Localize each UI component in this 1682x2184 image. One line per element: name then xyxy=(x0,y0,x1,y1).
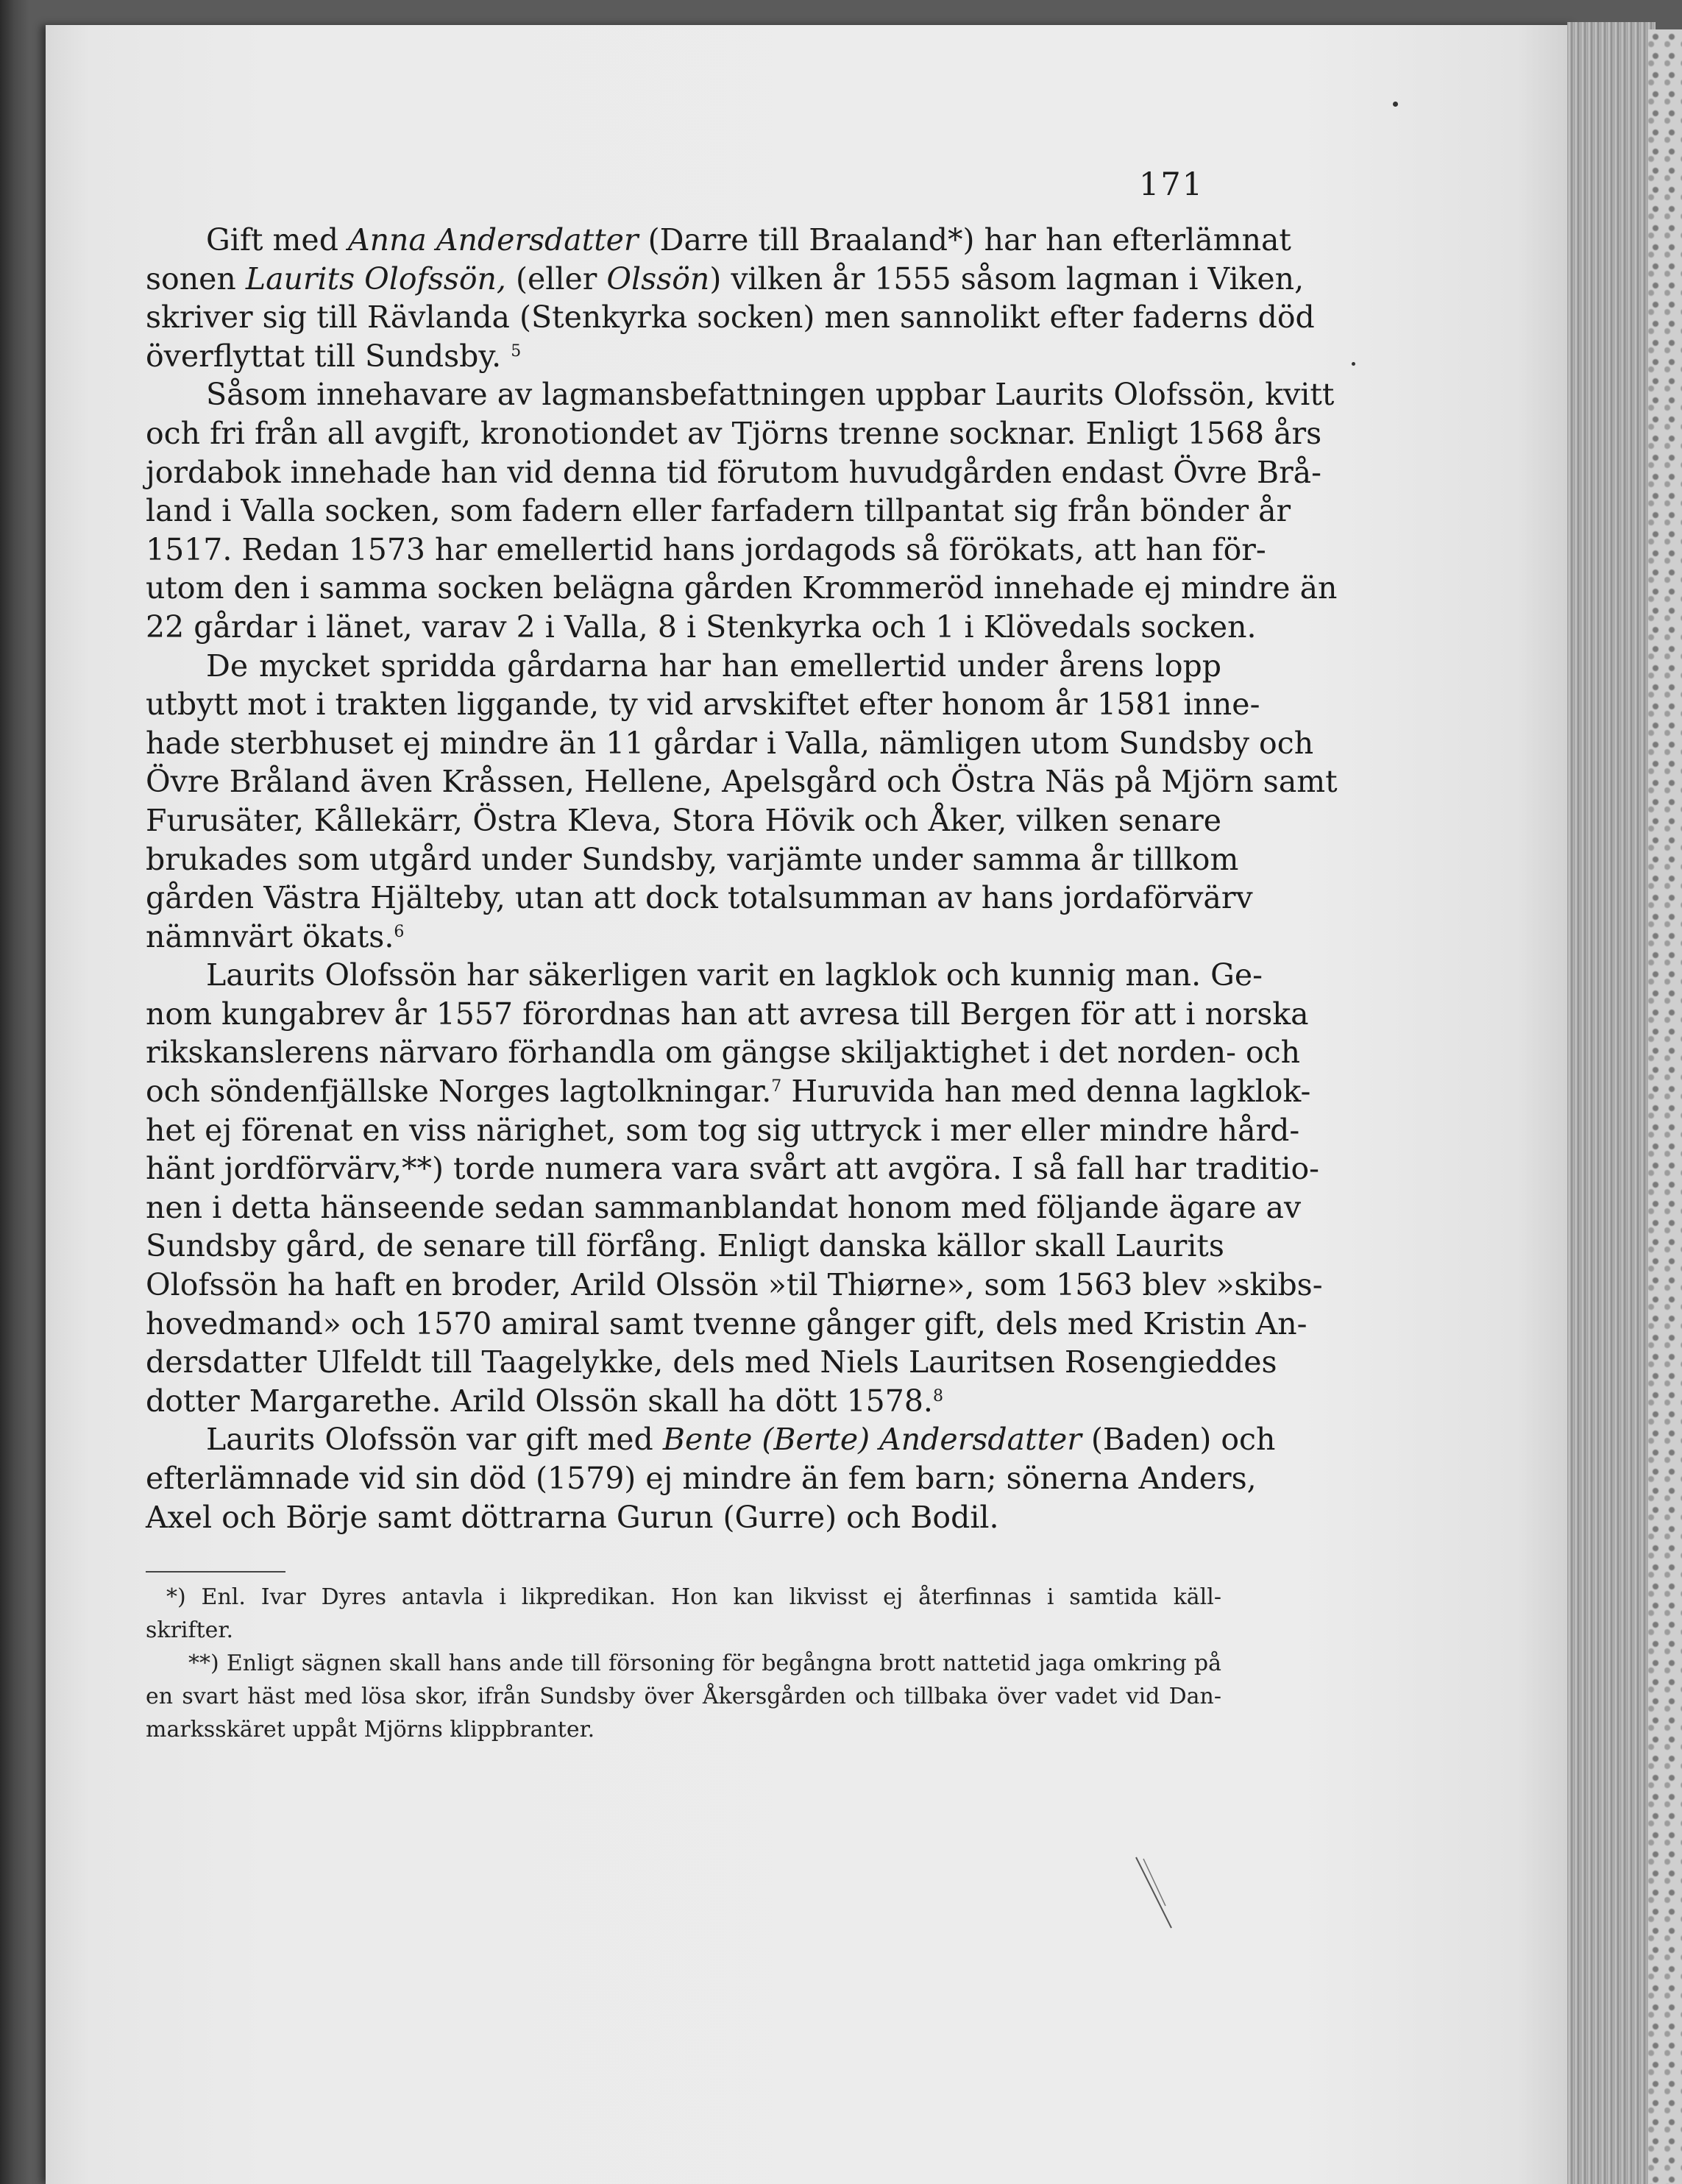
text-segment: hovedmand» och 1570 amiral samt tvenne gånger gift, dels med Kristin An- xyxy=(146,1305,1307,1341)
body-text xyxy=(146,221,1338,1536)
text-segment: brukades som utgård under Sundsby, varjämte under samma år tillkom xyxy=(146,841,1239,877)
text-line xyxy=(146,375,1335,414)
text-segment: jordabok innehade han vid denna tid förutom huvudgården endast Övre Brå- xyxy=(146,454,1321,490)
text-line xyxy=(146,1227,1224,1266)
text-line xyxy=(146,569,1338,608)
text-line xyxy=(146,1305,1307,1344)
footnote-ref: 5 xyxy=(511,341,522,361)
text-segment: efterlämnade vid sin död (1579) ej mindre än fem barn; sönerna Anders, xyxy=(146,1461,1257,1496)
text-segment: och fri från all avgift, kronotiondet av Tjörns trenne socknar. Enligt 1568 års xyxy=(146,415,1322,451)
dust-speck xyxy=(1393,102,1398,107)
footnote-line: en svart häst med lösa skor, ifrån Sundsby över Åkersgården och tillbaka över vadet vid Dan- xyxy=(146,1684,1221,1709)
footnotes xyxy=(146,1581,1221,1746)
text-segment: dotter Margarethe. Arild Olssön skall ha dött 1578. xyxy=(146,1383,933,1419)
text-line xyxy=(146,762,1338,801)
text-segment: Furusäter, Kållekärr, Östra Kleva, Stora Hövik och Åker, vilken senare xyxy=(146,802,1221,838)
text-line xyxy=(146,531,1266,570)
paragraph xyxy=(146,221,1315,375)
text-segment: nen i detta hänseende sedan sammanblandat honom med följande ägare av xyxy=(146,1189,1302,1225)
text-segment: och söndenfjällske Norges lagtolkningar. xyxy=(146,1074,772,1110)
page-number: 171 xyxy=(1139,166,1204,203)
text-line xyxy=(146,1111,1300,1150)
footnote-line: marksskäret uppåt Mjörns klippbranter. xyxy=(146,1717,595,1742)
text-line xyxy=(146,724,1314,763)
footnote-line: skrifter. xyxy=(146,1617,234,1643)
text-line xyxy=(146,1033,1301,1072)
text-line xyxy=(146,1188,1302,1227)
dust-speck xyxy=(1352,362,1355,366)
text-segment: (Baden) och xyxy=(1081,1422,1276,1458)
paragraph xyxy=(146,647,1338,957)
footnote-ref: 8 xyxy=(932,1386,943,1405)
text-segment: Huruvida han med denna lagklok- xyxy=(781,1074,1311,1110)
text-segment: 1517. Redan 1573 har emellertid hans jordagods så förökats, att han för- xyxy=(146,531,1266,567)
text-segment: nom kungabrev år 1557 förordnas han att avresa till Bergen för att i norska xyxy=(146,996,1309,1032)
text-line xyxy=(146,840,1239,879)
text-segment: (Darre till Braaland*) har han efterlämnat xyxy=(638,222,1291,258)
text-line xyxy=(146,956,1263,995)
text-segment: Bente (Berte) Andersdatter xyxy=(662,1422,1082,1458)
text-segment: utom den i samma socken belägna gården Krommeröd innehade ej mindre än xyxy=(146,570,1338,606)
footnote-ref: 6 xyxy=(394,922,405,941)
text-segment: Såsom innehavare av lagmansbefattningen uppbar Laurits Olofssön, kvitt xyxy=(206,377,1335,413)
text-segment: utbytt mot i trakten liggande, ty vid arvskiftet efter honom år 1581 inne- xyxy=(146,687,1260,723)
text-segment: ) vilken år 1555 såsom lagman i Viken, xyxy=(709,260,1305,297)
text-line xyxy=(146,685,1260,724)
text-segment: Laurits Olofssön, xyxy=(245,260,506,297)
text-segment: nämnvärt ökats. xyxy=(146,918,394,954)
text-line xyxy=(146,608,1257,647)
paragraph xyxy=(146,375,1338,646)
text-segment: De mycket spridda gårdarna har han emellertid under årens lopp xyxy=(206,648,1221,684)
paragraph xyxy=(146,956,1323,1420)
text-line xyxy=(146,453,1321,492)
decorative-endpaper xyxy=(1648,29,1682,2184)
text-segment: land i Valla socken, som fadern eller farfadern tillpantat sig från bönder år xyxy=(146,493,1291,529)
text-line xyxy=(146,918,1221,957)
text-line xyxy=(146,1343,1277,1382)
text-line xyxy=(146,492,1291,531)
footnote-separator xyxy=(146,1571,285,1573)
text-segment: Gift med xyxy=(206,222,348,258)
text-segment: hade sterbhuset ej mindre än 11 gårdar i Valla, nämligen utom Sundsby och xyxy=(146,725,1314,761)
text-segment: sonen xyxy=(146,260,246,297)
text-segment: Laurits Olofssön har säkerligen varit en lagklok och kunnig man. Ge- xyxy=(206,957,1263,993)
text-segment: het ej förenat en viss närighet, som tog sig uttryck i mer eller mindre hård- xyxy=(146,1112,1300,1148)
text-segment: Laurits Olofssön var gift med xyxy=(206,1422,663,1458)
text-segment: hänt jordförvärv,**) torde numera vara svårt att avgöra. I så fall har traditio- xyxy=(146,1151,1319,1187)
footnote-ref: 7 xyxy=(771,1077,782,1096)
scratch-mark xyxy=(1133,1854,1177,1935)
text-line xyxy=(146,1498,1221,1537)
text-line xyxy=(146,1149,1319,1188)
page-edges xyxy=(1567,22,1656,2184)
text-segment: Anna Andersdatter xyxy=(347,222,639,258)
text-line xyxy=(146,1420,1276,1459)
text-segment: (eller xyxy=(505,260,607,297)
text-line xyxy=(146,801,1221,840)
text-line xyxy=(146,337,1221,376)
footnote-line: *) Enl. Ivar Dyres antavla i likpredikan. Hon kan likvisst ej återfinnas i samtida käll- xyxy=(166,1584,1221,1610)
text-segment: Övre Bråland även Kråssen, Hellene, Apelsgård och Östra Näs på Mjörn samt xyxy=(146,764,1338,800)
text-segment: Olofssön ha haft en broder, Arild Olssön »til Thiørne», som 1563 blev »skibs- xyxy=(146,1267,1323,1303)
text-line xyxy=(146,879,1253,918)
text-segment: 22 gårdar i länet, varav 2 i Valla, 8 i Stenkyrka och 1 i Klövedals socken. xyxy=(146,609,1257,645)
text-segment: skriver sig till Rävlanda (Stenkyrka socken) men sannolikt efter faderns död xyxy=(146,299,1315,336)
text-segment: gården Västra Hjälteby, utan att dock totalsumman av hans jordaförvärv xyxy=(146,880,1253,916)
text-line xyxy=(146,1459,1257,1498)
text-line xyxy=(146,1266,1323,1305)
text-line xyxy=(146,1382,1221,1421)
text-line xyxy=(146,1072,1311,1111)
text-line xyxy=(146,414,1322,453)
text-line xyxy=(146,298,1315,337)
paragraph xyxy=(146,1420,1276,1536)
text-segment: Sundsby gård, de senare till förfång. Enligt danska källor skall Laurits xyxy=(146,1228,1224,1264)
text-line xyxy=(146,995,1309,1034)
text-line xyxy=(146,647,1221,686)
footnote-line: **) Enligt sägnen skall hans ande till försoning för begångna brott nattetid jaga omkring på xyxy=(188,1651,1221,1676)
text-segment: Olssön xyxy=(606,260,710,297)
text-line xyxy=(146,260,1305,299)
text-segment: Axel och Börje samt döttrarna Gurun (Gurre) och Bodil. xyxy=(146,1499,999,1535)
text-segment: överflyttat till Sundsby. xyxy=(146,338,511,374)
text-segment: rikskanslerens närvaro förhandla om gängse skiljaktighet i det norden- och xyxy=(146,1035,1301,1071)
text-segment: dersdatter Ulfeldt till Taagelykke, dels med Niels Lauritsen Rosengieddes xyxy=(146,1344,1277,1380)
text-line xyxy=(146,221,1291,260)
